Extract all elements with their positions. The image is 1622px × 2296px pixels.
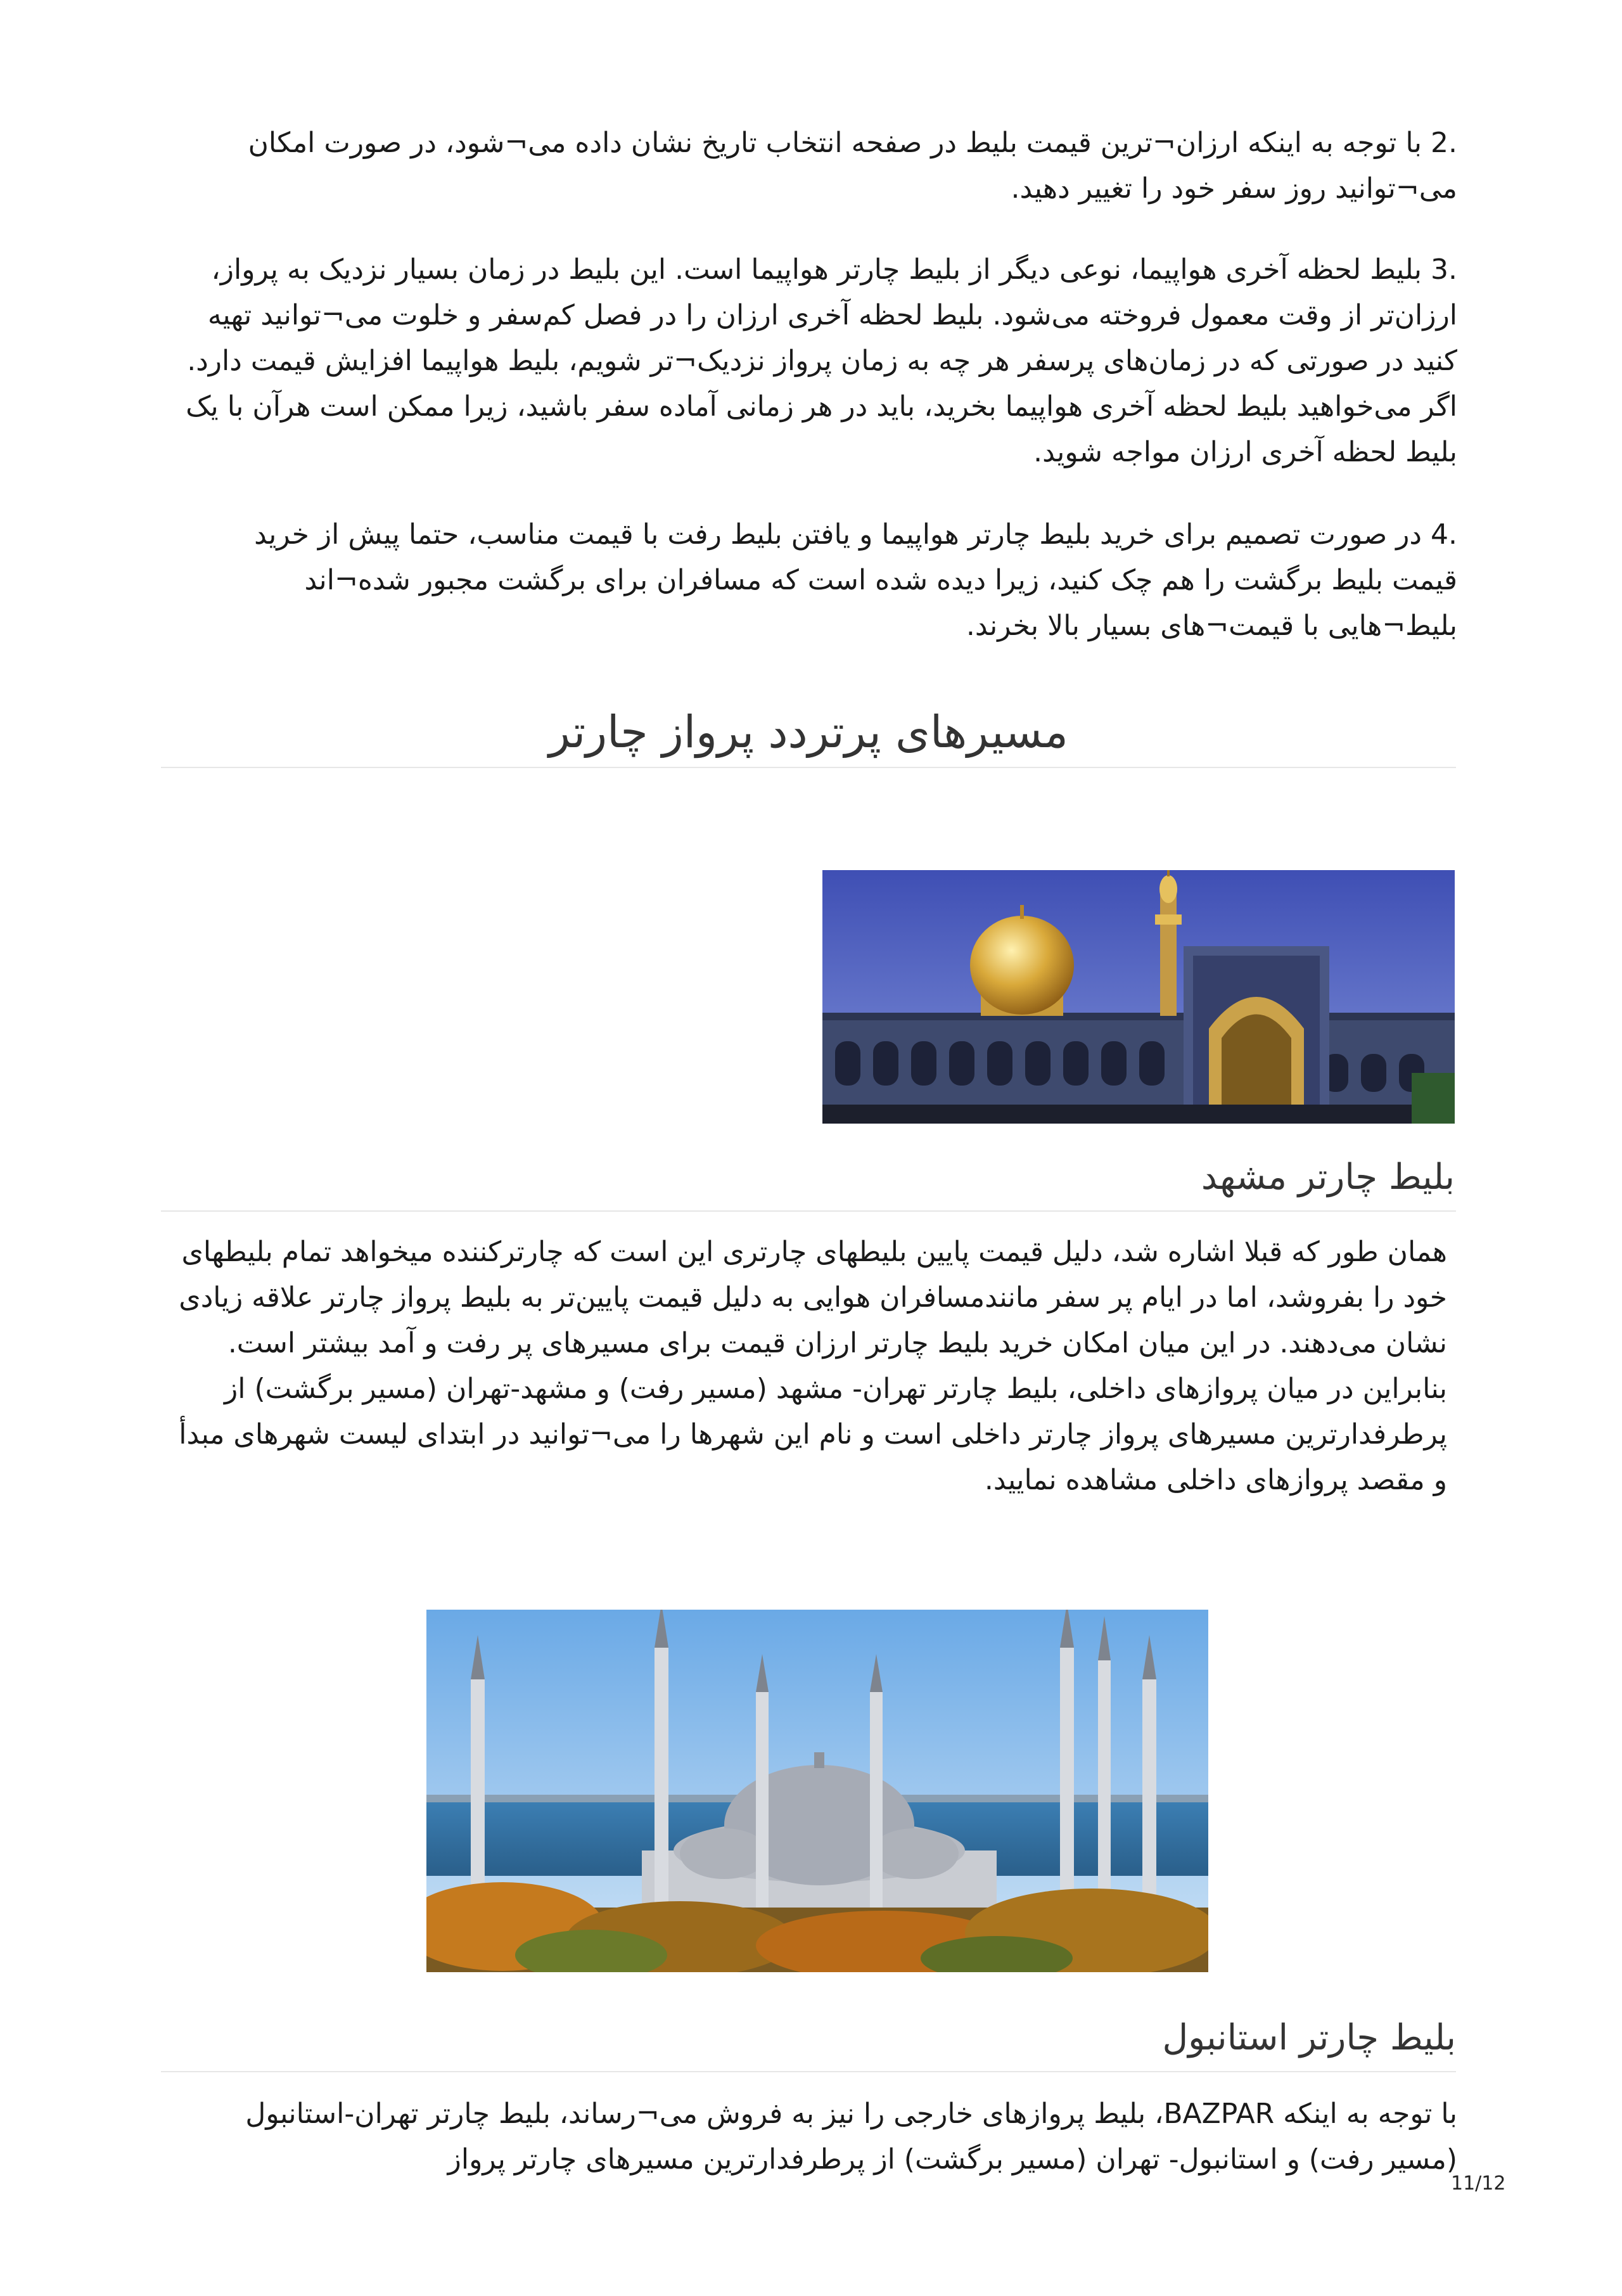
mashhad-shrine-image xyxy=(822,870,1455,1124)
paragraph-2: .2 با توجه به اینکه ارزان¬ترین قیمت بلیط در صفحه انتخاب تاریخ نشان داده می¬شود، در صورت امکان می¬توانید روز سفر خود را تغییر دهید. xyxy=(248,127,1457,205)
paragraph-3: .3 بلیط لحظه آخری هواپیما، نوعی دیگر از بلیط چارتر هواپیما است. این بلیط در زمان بسیار نزدیک به پرواز، ارزان‌تر از وقت معمول فروخته می‌شود. بلیط لحظه آخری ارزان را در فصل کم‌سفر و خلوت می¬توانید تهیه کنید در صورتی که در زمان‌های پرسفر هر چه به زمان پرواز نزدیک¬تر شویم، بلیط هواپیما افزایش قیمت دارد. اگر می‌خواهید بلیط لحظه آخری هواپیما بخرید، باید در هر زمانی آماده سفر باشید، زیرا ممکن است هرآن با یک بلیط لحظه آخری ارزان مواجه شوید. xyxy=(186,253,1457,468)
istanbul-heading: بلیط چارتر استانبول xyxy=(1162,2017,1456,2058)
paragraph-4: .4 در صورت تصمیم برای خرید بلیط چارتر هواپیما و یافتن بلیط رفت با قیمت مناسب، حتما پیش از خرید قیمت بلیط برگشت را هم چک کنید، زیرا دیده شده است که مسافران برای برگشت مجبور شده¬اند بلیط¬هایی با قیمت¬های بسیار بالا بخرند. xyxy=(254,518,1457,642)
section-divider xyxy=(161,767,1456,768)
mashhad-heading: بلیط چارتر مشهد xyxy=(1201,1157,1455,1198)
section-title: مسیرهای پرتردد پرواز چارتر xyxy=(549,706,1068,758)
istanbul-mosque-image xyxy=(426,1610,1208,1972)
mashhad-paragraph: همان طور که قبلا اشاره شد، دلیل قیمت پایین بلیطهای چارتری این است که چارترکننده میخواهد تمام بلیطهای خود را بفروشد، اما در ایام پر سفر مانندمسافران هوایی به دلیل قیمت پایین‌تر به بلیط پرواز چارتر علاقه زیادی نشان می‌دهند. در این میان امکان خرید بلیط چارتر ارزان قیمت برای مسیرهای پر رفت و آمد بیشتر است. بنابراین در میان پروازهای داخلی، بلیط چارتر تهران- مشهد (مسیر رفت) و مشهد-تهران (مسیر برگشت) از پرطرفدارترین مسیرهای پرواز چارتر داخلی است و نام این شهرها را می¬توانید در ابتدای لیست شهرهای مبدأ و مقصد پروازهای داخلی مشاهده نمایید. xyxy=(179,1236,1447,1496)
mashhad-divider xyxy=(161,1210,1456,1212)
page-number: 11/12 xyxy=(1451,2172,1506,2195)
istanbul-divider xyxy=(161,2071,1456,2072)
istanbul-paragraph: با توجه به اینکه BAZPAR، بلیط پروازهای خارجی را نیز به فروش می¬رساند، بلیط چارتر تهران-استانبول (مسیر رفت) و استانبول- تهران (مسیر برگشت) از پرطرفدارترین مسیرهای چارتر پرواز xyxy=(245,2098,1457,2176)
